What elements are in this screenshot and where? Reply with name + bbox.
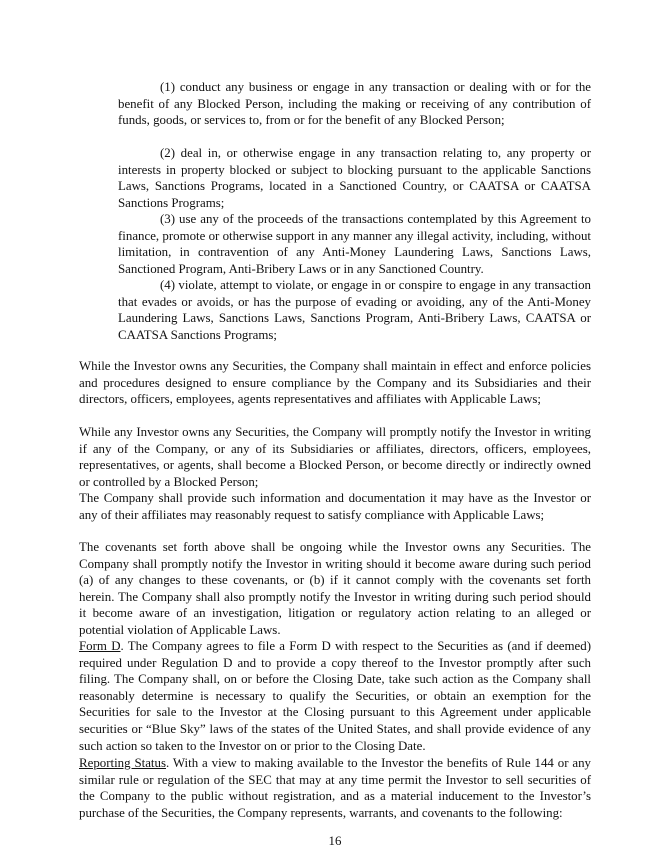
information-paragraph: The Company shall provide such information and documentation it may have as the Investor or any of their affiliates may reasonably request to satisfy compliance with Applicable Laws; bbox=[79, 491, 591, 522]
reporting-status-heading: Reporting Status bbox=[79, 756, 166, 770]
form-d-section bbox=[79, 638, 591, 754]
blocked-person-notice-paragraph: While any Investor owns any Securities, the Company will promptly notify the Investor in writing if any of the Company, or any of its Subsidiaries or affiliates, directors, officers, employees, representatives, or agents, shall become a Blocked Person, or become directly or indirectly owned or controlled by a Blocked Person; bbox=[79, 425, 591, 489]
reporting-status-section bbox=[79, 755, 591, 821]
reporting-status-text: . With a view to making available to the Investor the benefits of Rule 144 or any similar rule or regulation of the SEC that may at any time permit the Investor to sell securities of the Company to the public without registration, and as a material inducement to the Investor’s purchase of the Securities, the Company represents, warrants, and covenants to the following: bbox=[79, 756, 591, 820]
form-d-heading: Form D bbox=[79, 639, 121, 653]
list-item-1: (1) conduct any business or engage in any transaction or dealing with or for the benefit of any Blocked Person, including the making or receiving of any contribution of funds, goods, or services to, from or for the benefit of any Blocked Person; bbox=[118, 80, 591, 128]
compliance-policies-paragraph: While the Investor owns any Securities, the Company shall maintain in effect and enforce policies and procedures designed to ensure compliance by the Company and its Subsidiaries and their directors, officers, employees, agents representatives and affiliates with Applicable Laws; bbox=[79, 359, 591, 407]
covenants-paragraph: The covenants set forth above shall be ongoing while the Investor owns any Securities. The Company shall promptly notify the Investor in writing should it become aware during such period (a) of any changes to these covenants, or (b) if it cannot comply with the covenants set forth herein. The Company shall also promptly notify the Investor in writing during such period should it become aware of an investigation, litigation or regulatory action relating to an alleged or potential violation of Applicable Laws. bbox=[79, 540, 591, 637]
list-item-3: (3) use any of the proceeds of the transactions contemplated by this Agreement to finance, promote or otherwise support in any manner any illegal activity, including, without limitation, in contravention of any Anti-Money Laundering Laws, Sanctions Laws, Sanctioned Program, Anti-Bribery Laws or in any Sanctioned Country. bbox=[118, 212, 591, 276]
page-number: 16 bbox=[328, 834, 342, 848]
list-item-4: (4) violate, attempt to violate, or engage in or conspire to engage in any transaction that evades or avoids, or has the purpose of evading or avoiding, any of the Anti-Money Laundering Laws, Sanctions Laws, Sanctions Program, Anti-Bribery Laws, CAATSA or CAATSA Sanctions Programs; bbox=[118, 278, 591, 342]
list-item-2: (2) deal in, or otherwise engage in any transaction relating to, any property or interests in property blocked or subject to blocking pursuant to the applicable Sanctions Laws, Sanctions Programs, located in a Sanctioned Country, or CAATSA or CAATSA Sanctions Programs; bbox=[118, 146, 591, 210]
form-d-text: . The Company agrees to file a Form D with respect to the Securities as (and if deemed) required under Regulation D and to provide a copy thereof to the Investor promptly after such filing. The Company shall, on or before the Closing Date, take such action as the Company shall reasonably determine is necessary to qualify the Securities, or obtain an exemption for the Securities for sale to the Investor at the Closing pursuant to this Agreement under applicable securities or “Blue Sky” laws of the states of the United States, and shall provide evidence of any such action so taken to the Investor on or prior to the Closing Date. bbox=[79, 639, 591, 753]
